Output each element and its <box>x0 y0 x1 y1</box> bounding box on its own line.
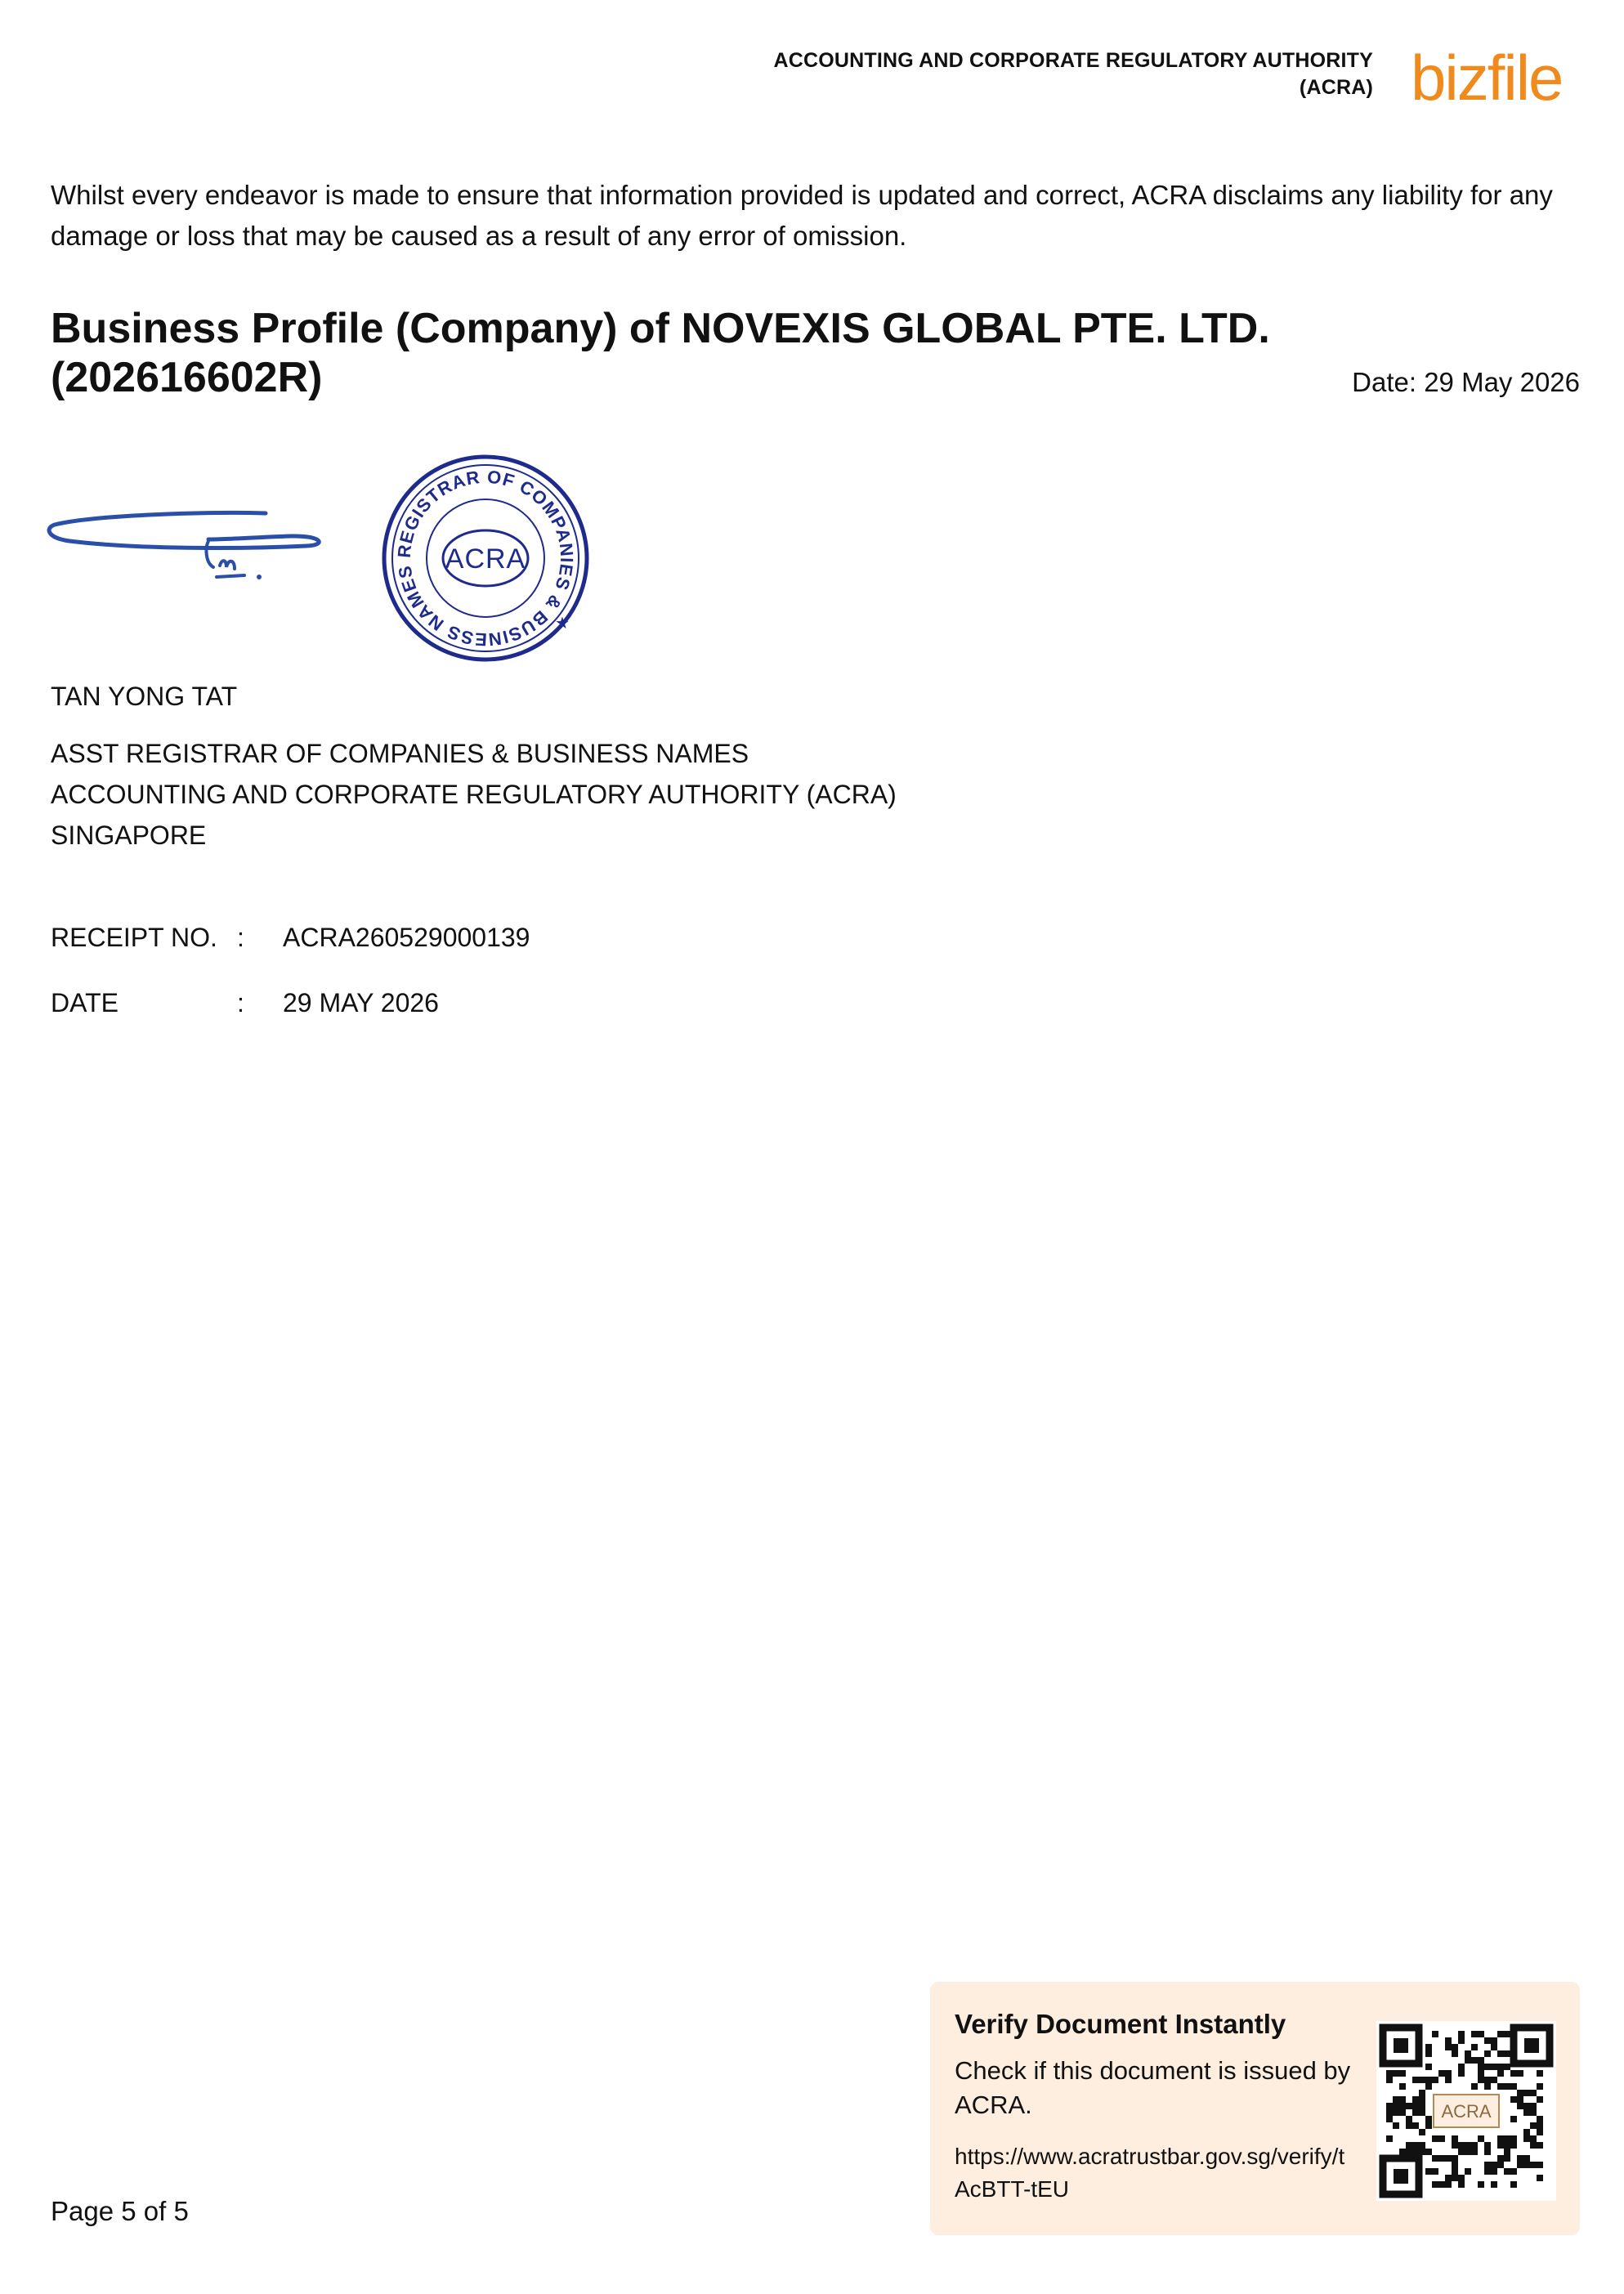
qr-module <box>1458 2070 1465 2077</box>
qr-module <box>1497 2135 1504 2142</box>
qr-module <box>1478 2031 1484 2037</box>
receipt-date-colon: : <box>237 988 244 1017</box>
qr-module <box>1445 2077 1452 2083</box>
verify-document-panel <box>930 1982 1580 2235</box>
qr-module <box>1471 2044 1478 2050</box>
qr-module <box>1471 2149 1478 2155</box>
svg-text:ACRA: ACRA <box>445 543 526 575</box>
qr-module <box>1484 2142 1491 2149</box>
qr-module <box>1386 2116 1393 2122</box>
qr-module <box>1445 2155 1452 2162</box>
qr-module <box>1497 2031 1504 2037</box>
qr-module <box>1452 2155 1458 2162</box>
qr-module <box>1465 2050 1471 2057</box>
qr-module <box>1530 2103 1537 2109</box>
qr-module <box>1445 2070 1452 2077</box>
qr-module <box>1517 2090 1523 2096</box>
qr-module <box>1419 2096 1425 2103</box>
qr-module <box>1419 2149 1425 2155</box>
qr-module <box>1478 2064 1484 2070</box>
qr-module <box>1399 2109 1406 2116</box>
qr-module <box>1386 2077 1393 2083</box>
qr-module <box>1484 2064 1491 2070</box>
qr-module <box>1425 2077 1432 2083</box>
qr-module <box>1478 2057 1484 2064</box>
qr-module <box>1523 2162 1530 2168</box>
qr-module <box>1537 2122 1543 2129</box>
bizfile-logo <box>1411 41 1582 114</box>
receipt-no-colon: : <box>237 923 244 952</box>
qr-module <box>1523 2155 1530 2162</box>
qr-module <box>1484 2077 1491 2083</box>
qr-module <box>1491 2162 1497 2168</box>
qr-module <box>1510 2070 1517 2077</box>
qr-module <box>1530 2090 1537 2096</box>
qr-module <box>1386 2103 1393 2109</box>
qr-module <box>1425 2122 1432 2129</box>
qr-module <box>1445 2175 1452 2181</box>
qr-module <box>1393 2109 1399 2116</box>
qr-module <box>1537 2070 1543 2077</box>
authority-abbrev: (ACRA) <box>1299 76 1373 99</box>
qr-module <box>1478 2181 1484 2188</box>
qr-module <box>1497 2064 1504 2070</box>
qr-module <box>1465 2149 1471 2155</box>
qr-module <box>1419 2129 1425 2135</box>
qr-module <box>1530 2142 1537 2149</box>
document-date: Date: 29 May 2026 <box>1352 367 1580 397</box>
qr-module <box>1537 2175 1543 2181</box>
qr-module <box>1491 2181 1497 2188</box>
qr-module <box>1517 2155 1523 2162</box>
qr-module <box>1406 2122 1412 2129</box>
qr-module <box>1504 2168 1510 2175</box>
qr-module <box>1504 2083 1510 2090</box>
qr-module <box>1471 2142 1478 2149</box>
qr-module <box>1478 2077 1484 2083</box>
qr-module <box>1510 2116 1517 2122</box>
qr-module <box>1432 2031 1438 2037</box>
qr-module <box>1484 2162 1491 2168</box>
qr-module <box>1412 2096 1419 2103</box>
receipt-no-value: ACRA260529000139 <box>283 923 530 952</box>
qr-module <box>1465 2142 1471 2149</box>
qr-module <box>1504 2050 1510 2057</box>
qr-module <box>1432 2135 1438 2142</box>
qr-module <box>1517 2162 1523 2168</box>
qr-module <box>1432 2077 1438 2083</box>
qr-module <box>1425 2064 1432 2070</box>
receipt-no-label: RECEIPT NO. <box>51 923 217 952</box>
qr-module <box>1406 2142 1412 2149</box>
signatory-name: TAN YONG TAT <box>51 682 238 711</box>
qr-module <box>1452 2175 1458 2181</box>
qr-module <box>1497 2155 1504 2162</box>
signatory-title: ASST REGISTRAR OF COMPANIES & BUSINESS NAMES <box>51 739 749 768</box>
qr-module <box>1530 2162 1537 2168</box>
qr-module <box>1419 2090 1425 2096</box>
qr-module <box>1484 2083 1491 2090</box>
qr-module <box>1452 2135 1458 2142</box>
qr-module <box>1399 2149 1406 2155</box>
qr-module <box>1438 2070 1445 2077</box>
qr-module <box>1523 2109 1530 2116</box>
qr-module <box>1504 2135 1510 2142</box>
qr-module <box>1484 2050 1491 2057</box>
qr-module <box>1458 2142 1465 2149</box>
qr-module <box>1510 2135 1517 2142</box>
verify-description: Check if this document is issued by ACRA. <box>955 2056 1351 2119</box>
qr-module <box>1425 2044 1432 2050</box>
qr-module <box>1504 2155 1510 2162</box>
authority-header <box>773 47 1373 101</box>
qr-module <box>1386 2135 1393 2142</box>
qr-module <box>1399 2103 1406 2109</box>
qr-module <box>1438 2155 1445 2162</box>
qr-module <box>1471 2083 1478 2090</box>
qr-module <box>1510 2096 1517 2103</box>
qr-module <box>1452 2168 1458 2175</box>
qr-module <box>1393 2122 1399 2129</box>
qr-module <box>1471 2031 1478 2037</box>
qr-module <box>1497 2142 1504 2149</box>
qr-module <box>1419 2103 1425 2109</box>
qr-module <box>1386 2070 1393 2077</box>
qr-module <box>1412 2077 1419 2083</box>
qr-module <box>1452 2142 1458 2149</box>
qr-module <box>1537 2116 1543 2122</box>
qr-module <box>1445 2037 1452 2044</box>
qr-module <box>1497 2083 1504 2090</box>
svg-text:★: ★ <box>555 613 570 633</box>
qr-module <box>1393 2070 1399 2077</box>
qr-module <box>1523 2129 1530 2135</box>
page-title <box>51 304 1277 402</box>
qr-module <box>1419 2077 1425 2083</box>
qr-acra-label: ACRA <box>1441 2101 1492 2122</box>
qr-module <box>1458 2037 1465 2044</box>
qr-module <box>1425 2083 1432 2090</box>
qr-module <box>1517 2070 1523 2077</box>
signature-image <box>45 499 331 621</box>
qr-module <box>1458 2031 1465 2037</box>
qr-module <box>1491 2077 1497 2083</box>
qr-module <box>1465 2168 1471 2175</box>
qr-module <box>1497 2162 1504 2168</box>
svg-text:REGISTRAR OF COMPANIES & BUSIN: REGISTRAR OF COMPANIES & BUSINESS NAMES <box>393 466 578 651</box>
qr-module <box>1497 2070 1504 2077</box>
qr-module <box>1445 2181 1452 2188</box>
qr-module <box>1471 2057 1478 2064</box>
qr-module <box>1484 2149 1491 2155</box>
qr-module <box>1510 2083 1517 2090</box>
qr-module <box>1432 2168 1438 2175</box>
qr-module <box>1510 2181 1517 2188</box>
qr-module <box>1517 2103 1523 2109</box>
qr-module <box>1530 2135 1537 2142</box>
signatory-organisation: ACCOUNTING AND CORPORATE REGULATORY AUTHORITY (ACRA) <box>51 780 897 809</box>
qr-module <box>1452 2162 1458 2168</box>
signatory-country: SINGAPORE <box>51 821 207 850</box>
svg-text:bizfile: bizfile <box>1411 42 1563 114</box>
qr-module <box>1537 2142 1543 2149</box>
qr-module <box>1393 2096 1399 2103</box>
qr-module <box>1412 2103 1419 2109</box>
qr-module <box>1537 2096 1543 2103</box>
qr-module <box>1523 2135 1530 2142</box>
qr-module <box>1452 2050 1458 2057</box>
qr-module <box>1497 2050 1504 2057</box>
qr-module <box>1412 2109 1419 2116</box>
qr-module <box>1504 2149 1510 2155</box>
qr-module <box>1504 2031 1510 2037</box>
qr-module <box>1523 2103 1530 2109</box>
qr-module <box>1530 2109 1537 2116</box>
qr-module <box>1491 2037 1497 2044</box>
qr-module <box>1510 2142 1517 2149</box>
qr-module <box>1478 2070 1484 2077</box>
qr-module <box>1386 2109 1393 2116</box>
qr-module <box>1438 2181 1445 2188</box>
qr-module <box>1504 2142 1510 2149</box>
qr-module <box>1530 2122 1537 2129</box>
page-title-company: Business Profile (Company) of NOVEXIS GLOBAL PTE. LTD. <box>51 305 1270 352</box>
qr-module <box>1393 2103 1399 2109</box>
page-title-uen: (202616602R) <box>51 354 323 401</box>
qr-module <box>1432 2181 1438 2188</box>
qr-module <box>1419 2142 1425 2149</box>
qr-module <box>1458 2175 1465 2181</box>
qr-module <box>1399 2096 1406 2103</box>
receipt-date-value: 29 MAY 2026 <box>283 988 439 1017</box>
qr-module <box>1537 2083 1543 2090</box>
qr-module <box>1425 2168 1432 2175</box>
qr-module <box>1412 2149 1419 2155</box>
qr-module <box>1458 2149 1465 2155</box>
acra-seal <box>379 452 592 664</box>
qr-module <box>1523 2090 1530 2096</box>
qr-module <box>1458 2064 1465 2070</box>
qr-code-icon[interactable] <box>1376 2021 1556 2201</box>
qr-module <box>1406 2116 1412 2122</box>
qr-module <box>1425 2149 1432 2155</box>
qr-module <box>1412 2122 1419 2129</box>
qr-module <box>1517 2096 1523 2103</box>
qr-module <box>1510 2168 1517 2175</box>
qr-module <box>1537 2129 1543 2135</box>
qr-module <box>1419 2109 1425 2116</box>
qr-module <box>1458 2181 1465 2188</box>
qr-module <box>1478 2135 1484 2142</box>
qr-module <box>1465 2057 1471 2064</box>
verify-url-link[interactable]: https://www.acratrustbar.gov.sg/verify/tAcBTT-tEU <box>955 2144 1345 2202</box>
qr-module <box>1412 2142 1419 2149</box>
qr-module <box>1406 2103 1412 2109</box>
qr-module <box>1399 2083 1406 2090</box>
qr-module <box>1425 2116 1432 2122</box>
qr-module <box>1484 2037 1491 2044</box>
qr-module <box>1438 2135 1445 2142</box>
qr-module <box>1399 2070 1406 2077</box>
authority-name: ACCOUNTING AND CORPORATE REGULATORY AUTHORITY <box>773 49 1373 72</box>
qr-module <box>1452 2044 1458 2050</box>
qr-module <box>1425 2050 1432 2057</box>
qr-module <box>1491 2044 1497 2050</box>
qr-module <box>1445 2044 1452 2050</box>
qr-module <box>1432 2155 1438 2162</box>
qr-module <box>1406 2149 1412 2155</box>
receipt-date-label: DATE <box>51 988 119 1017</box>
verify-title: Verify Document Instantly <box>955 2009 1286 2039</box>
disclaimer-text: Whilst every endeavor is made to ensure that information provided is updated and correct, ACRA disclaims any liability for any damage or loss that may be caused as a result of any error of omission. <box>51 180 1553 251</box>
qr-module <box>1491 2064 1497 2070</box>
qr-module <box>1484 2168 1491 2175</box>
qr-module <box>1491 2168 1497 2175</box>
qr-module <box>1504 2064 1510 2070</box>
page-number: Page 5 of 5 <box>51 2196 189 2226</box>
qr-module <box>1537 2162 1543 2168</box>
